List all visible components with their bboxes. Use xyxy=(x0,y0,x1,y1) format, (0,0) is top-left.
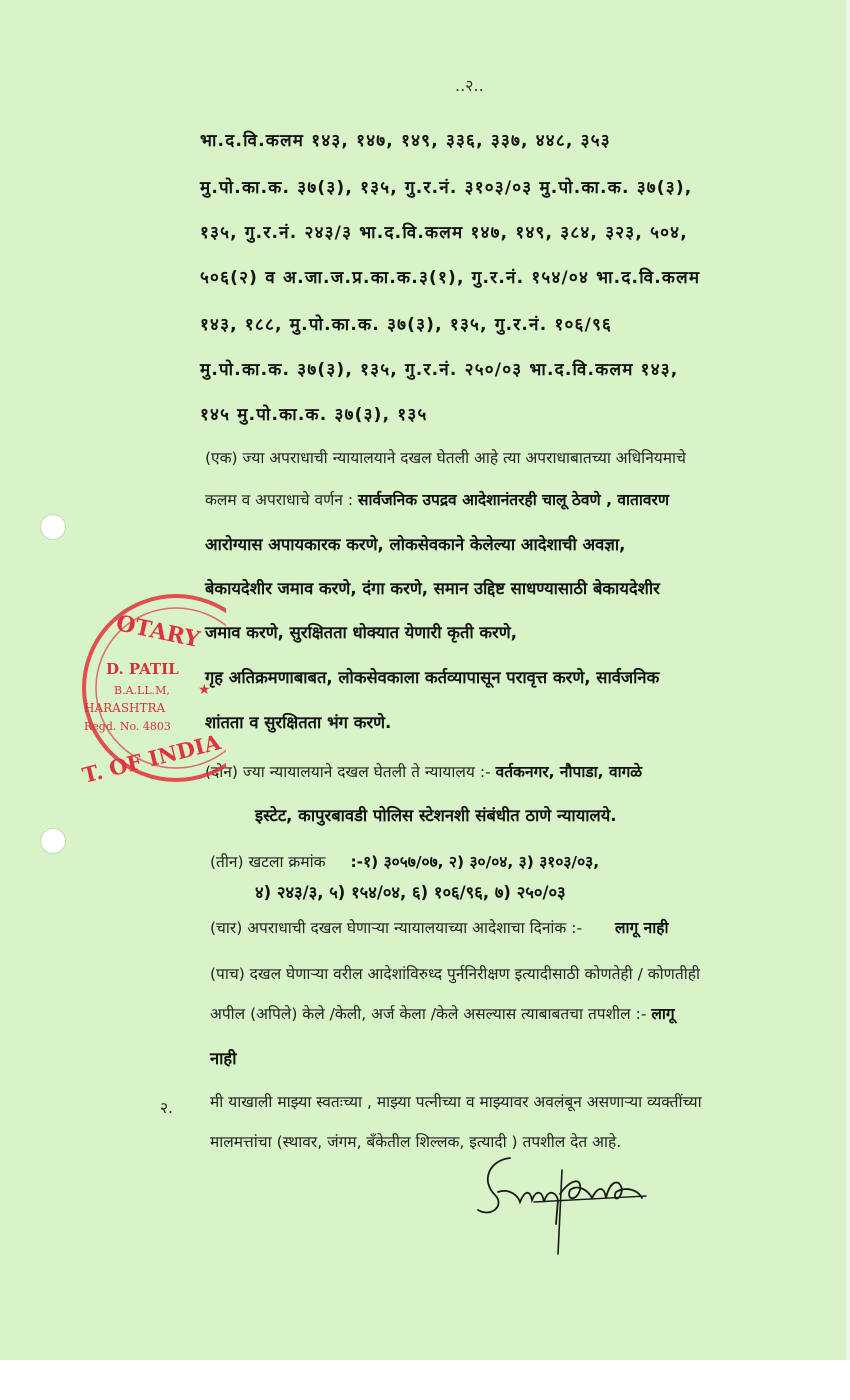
paach-line-1: (पाच) दखल घेणाऱ्या वरील आदेशांविरुध्द पुर्ननिरीक्षण इत्यादीसाठी कोणतेही / कोणतीही xyxy=(210,965,700,983)
teen-value-1: :-१) ३०५७/०७, २) ३०/०४, ३) ३१०३/०३, xyxy=(350,853,600,871)
ek-value: सार्वजनिक उपद्रव आदेशानंतरही चालू ठेवणे , वातावरण xyxy=(358,491,670,509)
stamp-bottom-text: T. OF INDIA xyxy=(79,729,223,788)
stamp-star-icon: ★ xyxy=(198,682,211,698)
stamp-state: HARASHTRA xyxy=(84,701,166,715)
punch-hole xyxy=(40,514,66,540)
paach-line-2 xyxy=(210,1002,675,1024)
chaar-label: (चार) अपराधाची दखल घेणाऱ्या न्यायालयाच्या आदेशाचा दिनांक :- xyxy=(210,919,583,937)
sections-line: ५०६(२) व अ.जा.ज.प्र.का.क.३(१), गु.र.नं. १५४/०४ भा.द.वि.कलम xyxy=(200,268,701,288)
sections-line: मु.पो.का.क. ३७(३), १३५, गु.र.नं. २५०/०३ भा.द.वि.कलम १४३, xyxy=(200,360,679,380)
teen-label: (तीन) खटला क्रमांक xyxy=(210,853,326,871)
para2-line-1: मी याखाली माझ्या स्वतःच्या , माझ्या पत्नीच्या व माझ्यावर अवलंबून असणाऱ्या व्यक्तींच्या xyxy=(210,1093,702,1111)
don-value-1: वर्तकनगर, नौपाडा, वागळे xyxy=(495,763,643,781)
para2-number: २. xyxy=(160,1099,173,1117)
sections-line: मु.पो.का.क. ३७(३), १३५, गु.र.नं. ३१०३/०३ मु.पो.का.क. ३७(३), xyxy=(200,178,693,198)
paach-value: लागू xyxy=(651,1005,675,1023)
stamp-reg: Regd. No. 4803 xyxy=(84,720,171,733)
sections-line: भा.द.वि.कलम १४३, १४७, १४९, ३३६, ३३७, ४४८, ३५३ xyxy=(200,131,611,151)
page-edge xyxy=(846,0,850,1360)
chaar-line xyxy=(210,916,669,938)
ek-line-4: बेकायदेशीर जमाव करणे, दंगा करणे, समान उद्दिष्ट साधण्यासाठी बेकायदेशीर xyxy=(205,579,660,598)
paach-label: अपील (अपिले) केले /केली, अर्ज केला /केले असल्यास त्याबाबतचा तपशील :- xyxy=(210,1005,647,1023)
teen-line-2: ४) २४३/३, ५) १५४/०४, ६) १०६/९६, ७) २५०/०३ xyxy=(255,883,566,902)
para2-line-2: मालमत्तांचा (स्थावर, जंगम, बँकेतील शिल्लक, इत्यादी ) तपशील देत आहे. xyxy=(210,1133,622,1151)
sections-line: १४५ मु.पो.का.क. ३७(३), १३५ xyxy=(200,405,428,425)
stamp-degree: B.A.LL.M, xyxy=(114,684,170,697)
ek-label: कलम व अपराधाचे वर्णन : xyxy=(205,491,354,509)
don-line-2: इस्टेट, कापुरबावडी पोलिस स्टेशनशी संबंधीत ठाणे न्यायालये. xyxy=(255,806,617,825)
paach-line-3: नाही xyxy=(210,1049,237,1068)
stamp-name: D. PATIL xyxy=(106,660,179,678)
ek-line-1: (एक) ज्या अपराधाची न्यायालयाने दखल घेतली आहे त्या अपराधाबातच्या अधिनियमाचे xyxy=(205,449,686,467)
notary-stamp xyxy=(76,588,226,788)
page-number: ..२.. xyxy=(455,76,484,95)
sections-line: १४३, १८८, मु.पो.का.क. ३७(३), १३५, गु.र.नं. १०६/९६ xyxy=(200,315,613,335)
don-label: (दोन) ज्या न्यायालयाने दखल घेतली ते न्यायालय :- xyxy=(205,763,491,781)
ek-line-5: जमाव करणे, सुरक्षितता धोक्यात येणारी कृती करणे, xyxy=(205,623,517,642)
ek-line-2 xyxy=(205,488,669,510)
ek-line-7: शांतता व सुरक्षितता भंग करणे. xyxy=(205,713,392,732)
chaar-value: लागू नाही xyxy=(615,919,669,937)
scan-margin xyxy=(0,1360,850,1400)
stamp-top-text: OTARY xyxy=(113,610,203,654)
signature xyxy=(470,1150,660,1260)
don-line-1 xyxy=(205,760,642,782)
teen-line-1 xyxy=(210,850,599,872)
sections-line: १३५, गु.र.नं. २४३/३ भा.द.वि.कलम १४७, १४९, ३८४, ३२३, ५०४, xyxy=(200,223,688,243)
ek-line-6: गृह अतिक्रमणाबाबत, लोकसेवकाला कर्तव्यापासून परावृत्त करणे, सार्वजनिक xyxy=(205,668,660,687)
punch-hole xyxy=(40,828,66,854)
ek-line-3: आरोग्यास अपायकारक करणे, लोकसेवकाने केलेल्या आदेशाची अवज्ञा, xyxy=(205,535,626,554)
